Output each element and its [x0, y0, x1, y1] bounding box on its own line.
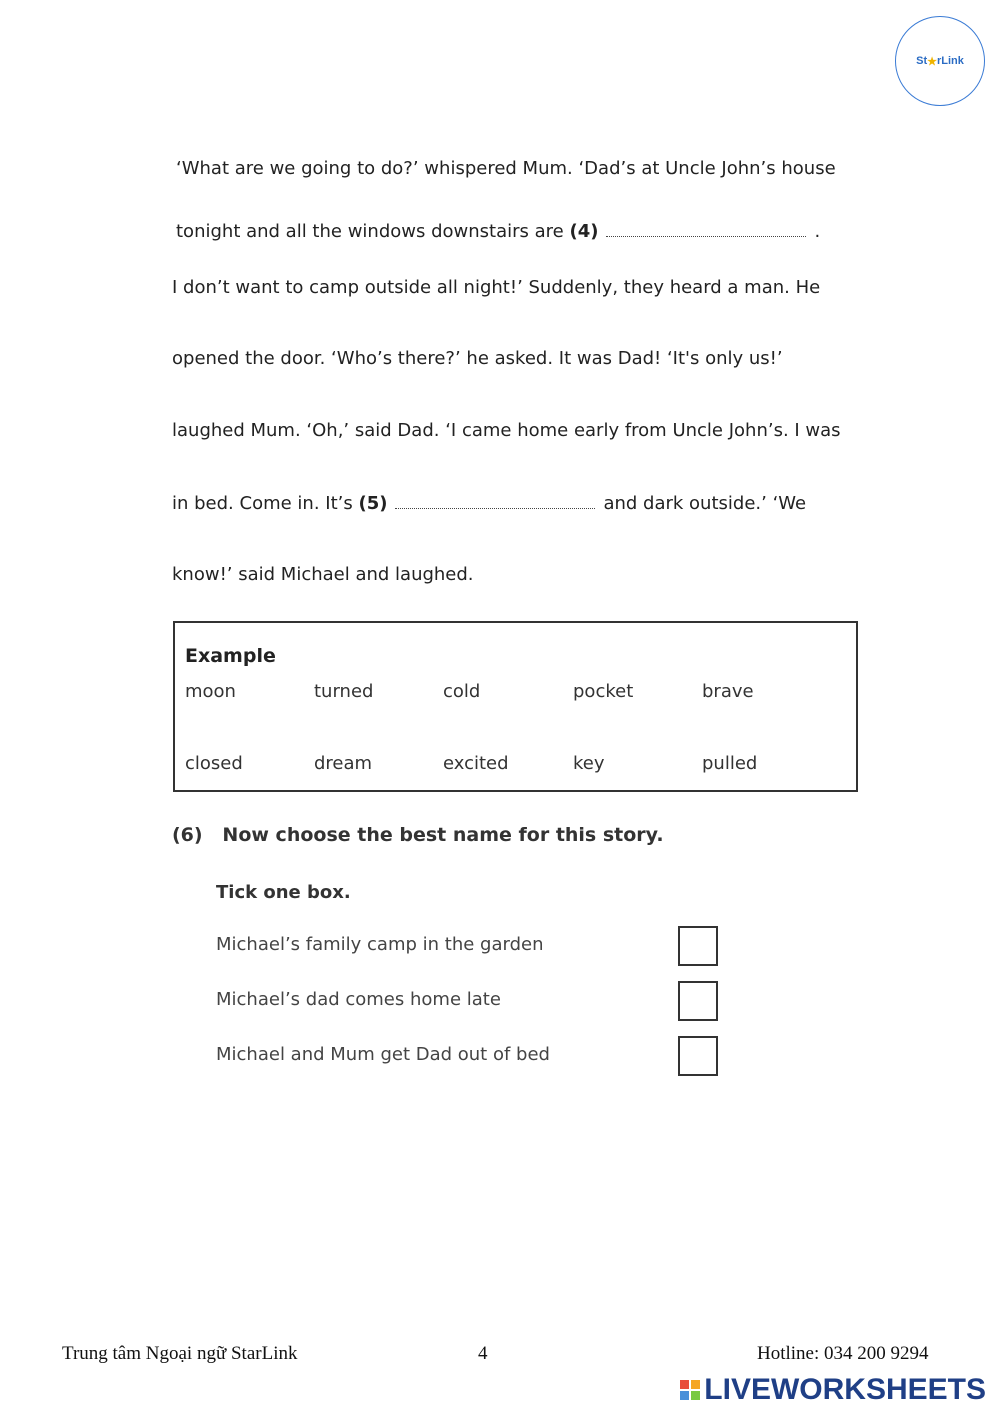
passage-line-1: ‘What are we going to do?’ whispered Mum. ‘Dad’s at Uncle John’s house	[176, 158, 836, 179]
liveworksheets-icon	[680, 1380, 700, 1400]
word-moon: moon	[185, 681, 236, 702]
option-3-label: Michael and Mum get Dad out of bed	[216, 1044, 550, 1065]
logo-suffix: rLink	[936, 55, 964, 67]
word-turned: turned	[314, 681, 374, 702]
passage-line-7: know!’ said Michael and laughed.	[172, 564, 474, 585]
blank-4-label: (4)	[569, 221, 599, 242]
passage-line-6-text: in bed. Come in. It’s	[172, 493, 353, 514]
footer-hotline: Hotline: 034 200 9294	[757, 1343, 929, 1364]
passage-line-6-end: and dark outside.’ ‘We	[603, 493, 807, 514]
option-2-checkbox[interactable]	[678, 981, 718, 1021]
footer-center-name: Trung tâm Ngoại ngữ StarLink	[62, 1343, 298, 1364]
word-excited: excited	[443, 753, 509, 774]
option-1-checkbox[interactable]	[678, 926, 718, 966]
footer-page-number: 4	[478, 1343, 488, 1364]
word-cold: cold	[443, 681, 481, 702]
word-bank-box	[173, 621, 858, 792]
blank-5-label: (5)	[358, 493, 388, 514]
passage-line-2-end: .	[814, 221, 821, 242]
logo-prefix: St	[916, 55, 928, 67]
option-1-label: Michael’s family camp in the garden	[216, 934, 544, 955]
word-pulled: pulled	[702, 753, 758, 774]
word-key: key	[573, 753, 605, 774]
option-3-checkbox[interactable]	[678, 1036, 718, 1076]
tick-instruction: Tick one box.	[216, 882, 351, 903]
liveworksheets-brand	[680, 1373, 986, 1407]
blank-4-field[interactable]	[606, 220, 806, 237]
word-closed: closed	[185, 753, 243, 774]
passage-line-6	[172, 492, 806, 514]
word-brave: brave	[702, 681, 754, 702]
question-6-text: (6) Now choose the best name for this story.	[172, 824, 664, 846]
star-icon: ★	[927, 55, 937, 68]
word-bank-title: Example	[185, 645, 276, 667]
blank-5-field[interactable]	[395, 492, 595, 509]
word-dream: dream	[314, 753, 373, 774]
passage-line-2-text: tonight and all the windows downstairs are	[176, 221, 564, 242]
word-pocket: pocket	[573, 681, 634, 702]
passage-line-3: I don’t want to camp outside all night!’ Suddenly, they heard a man. He	[172, 277, 821, 298]
passage-line-4: opened the door. ‘Who’s there?’ he asked. It was Dad! ‘It's only us!’	[172, 348, 783, 369]
liveworksheets-text: LIVEWORKSHEETS	[704, 1373, 986, 1406]
passage-line-2	[176, 220, 820, 242]
starlink-logo	[895, 16, 985, 106]
passage-line-5: laughed Mum. ‘Oh,’ said Dad. ‘I came home early from Uncle John’s. I was	[172, 420, 841, 441]
option-2-label: Michael’s dad comes home late	[216, 989, 501, 1010]
